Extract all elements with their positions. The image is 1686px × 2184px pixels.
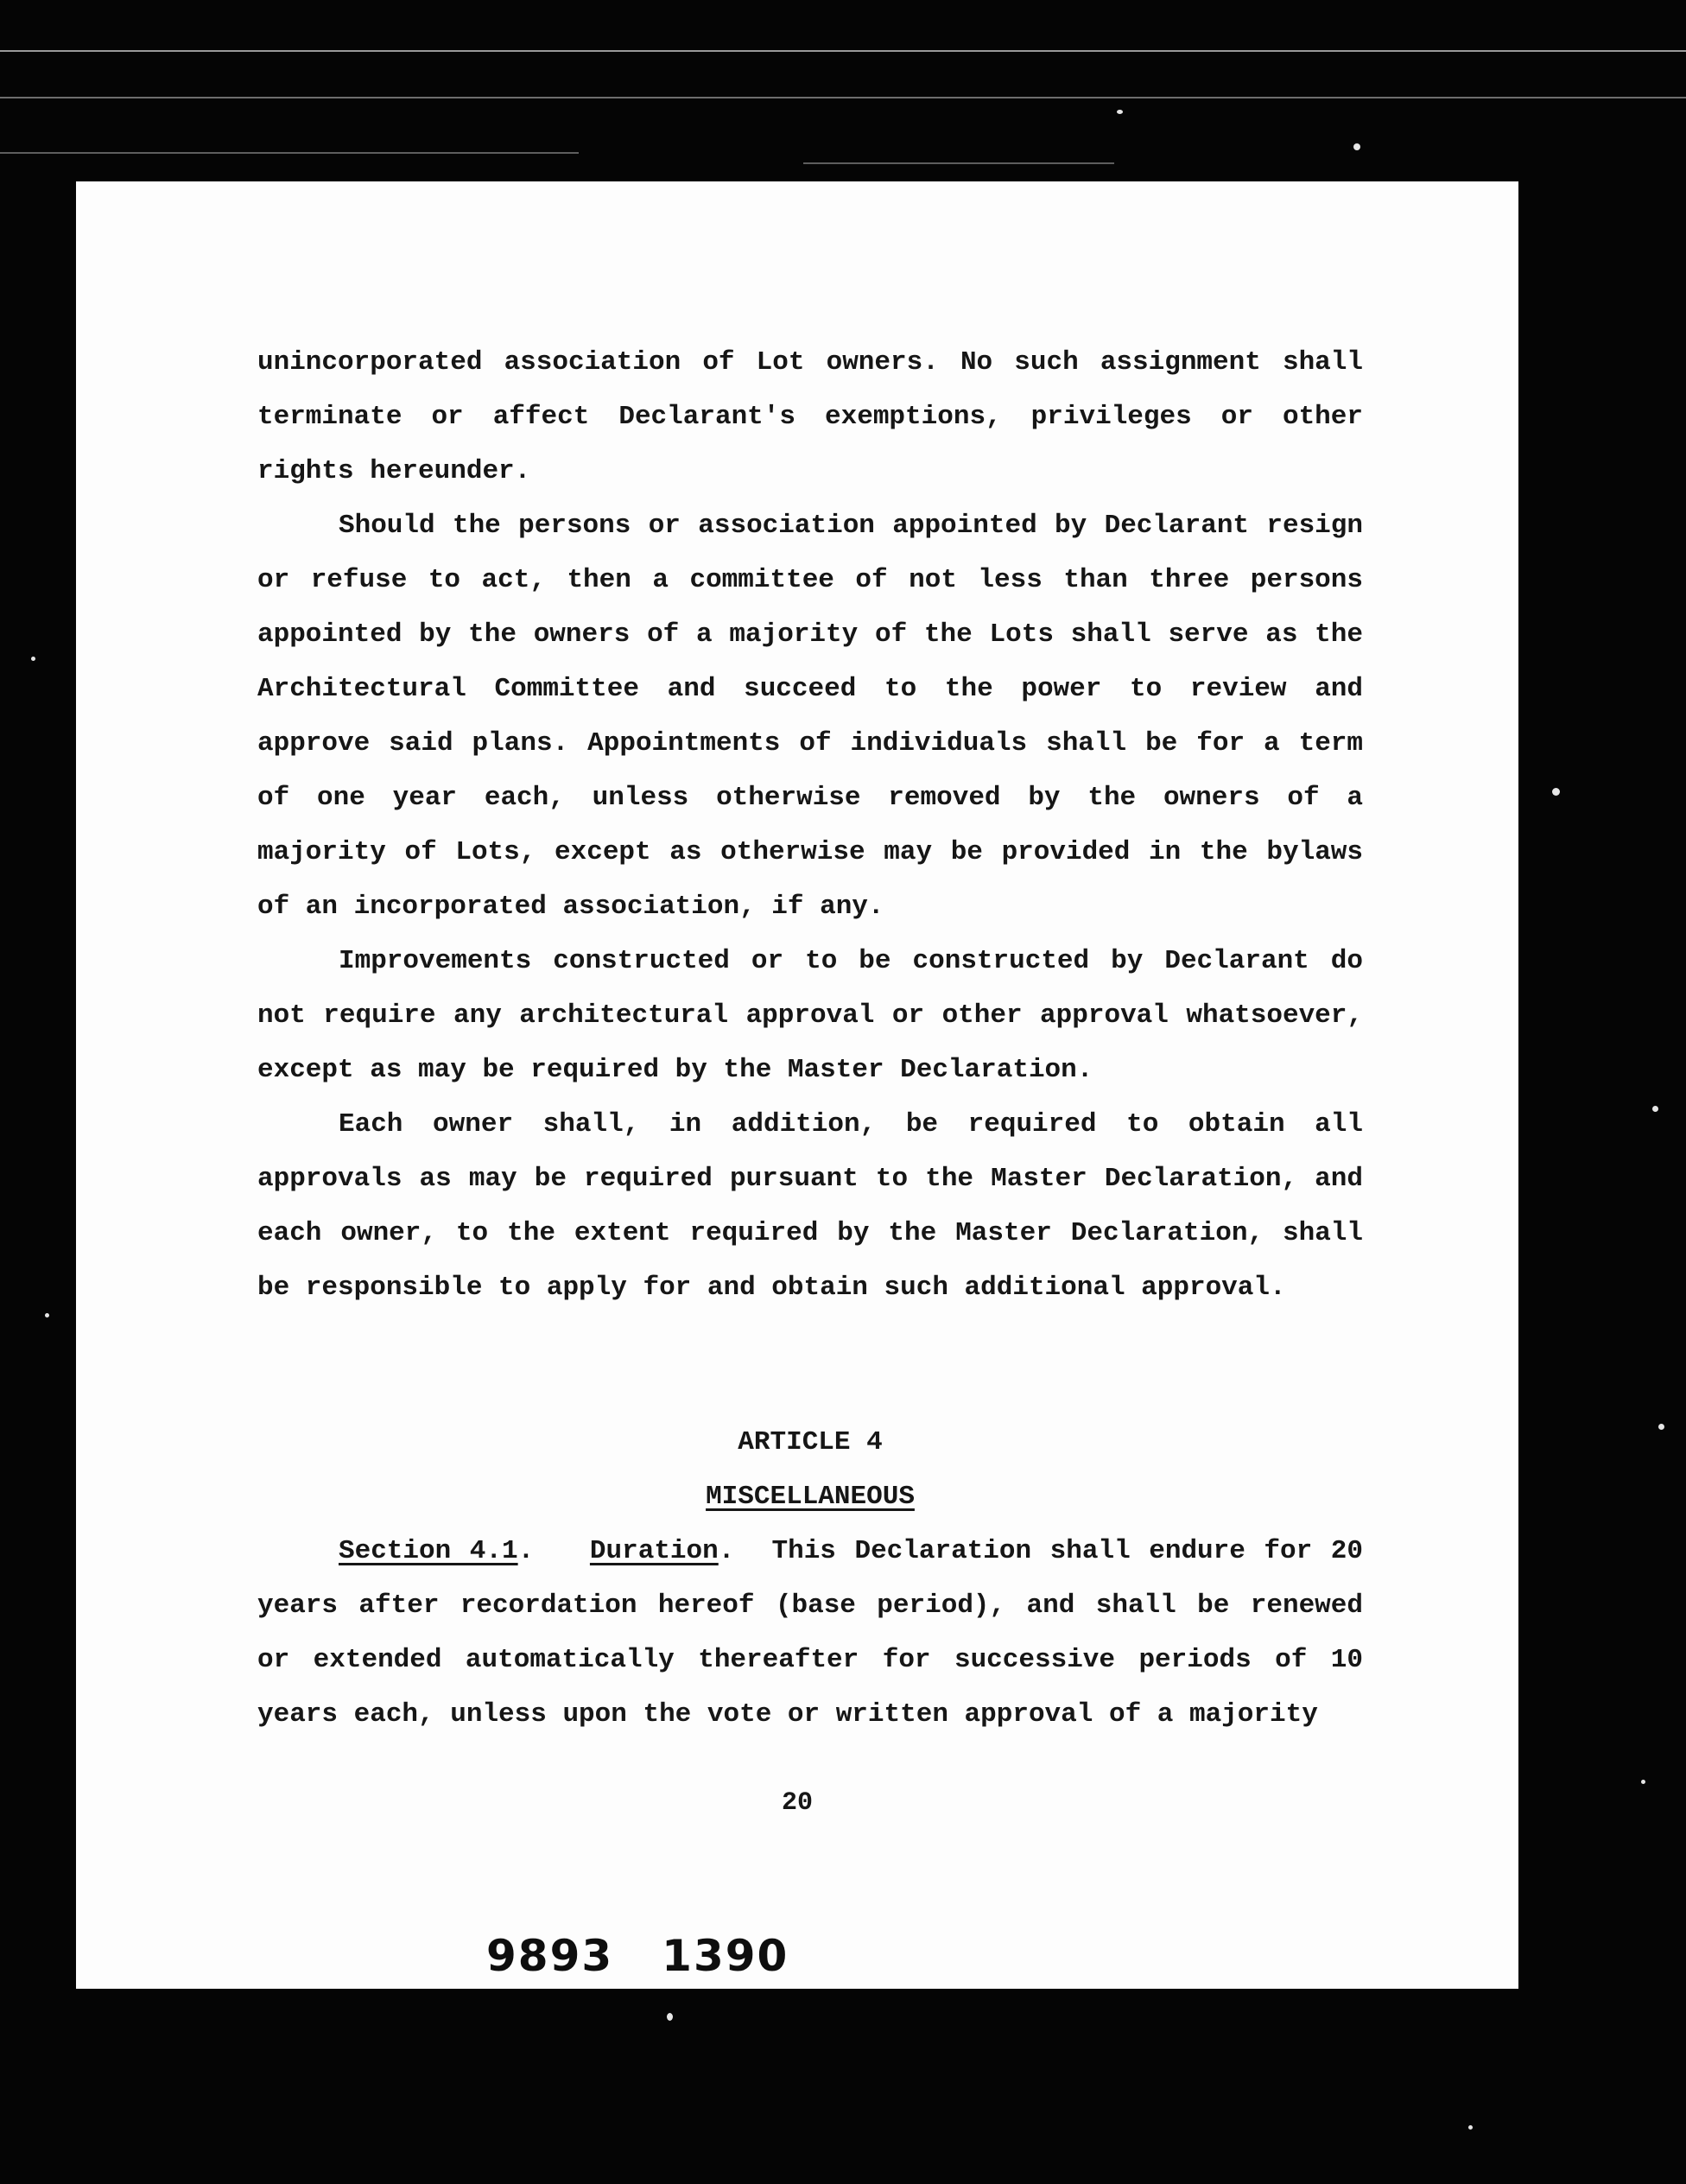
article-heading: ARTICLE 4 [738,1427,883,1457]
scan-speck [31,657,35,661]
article-title: MISCELLANEOUS [706,1482,915,1512]
section-text: This Declaration shall endure for 20 years after recordation hereof (base period), and shall be renewed or extended automatically thereafter for successive periods of 10 years each, unless upon the vote or written approval of a majority [257,1536,1364,1730]
document-code [486,1931,789,1981]
page-number: 20 [781,1788,813,1818]
document-code-part-1: 9893 [486,1931,614,1981]
section-number: Section 4.1 [339,1536,518,1566]
paragraph-1: unincorporated association of Lot owners. No such assignment shall terminate or affect Declarant's exemptions, privileges or other rights hereunder. [257,347,1363,486]
scan-speck [1652,1106,1658,1112]
article-block [257,1415,1363,1742]
scan-speck [1641,1780,1645,1784]
scan-speck [1117,110,1123,114]
body-text [257,335,1363,1315]
scan-speck [45,1313,49,1317]
paragraph-2: Should the persons or association appointed by Declarant resign or refuse to act, then a committee of not less than three persons appointed by the owners of a majority of the Lots shall serve as the Architectural Committee and succeed to the power to review and approve said plans. Appointments of individuals shall be for a term of one year each, unless otherwise removed by the owners of a majority of Lots, except as otherwise may be provided in the bylaws of an incorporated association, if any. [257,511,1363,922]
scan-artifact-line [0,152,579,154]
scan-speck [667,2013,673,2021]
section-title: Duration [589,1536,719,1566]
article-title-line [257,1470,1363,1524]
scan-speck [1353,143,1360,150]
paragraph-3: Improvements constructed or to be constructed by Declarant do not require any architectural approval or other approval whatsoever, except as may be required by the Master Declaration. [257,946,1363,1085]
scan-artifact-line [0,97,1686,98]
scan-speck [1658,1424,1664,1430]
scan-speck [1552,788,1560,796]
scan-speck [1468,2125,1473,2130]
section-4-1-paragraph: Section 4.1. Duration. This Declaration shall endure for 20 years after recordation hereof (base period), and shall be renewed or extended automatically thereafter for successive periods of 10 years each, unless upon the vote or written approval of a majority [257,1536,1364,1730]
scan-artifact-line [0,50,1686,52]
scan-artifact-line [803,162,1114,164]
document-code-part-2: 1390 [662,1931,789,1981]
document-page [76,181,1518,1989]
paragraph-4: Each owner shall, in addition, be required to obtain all approvals as may be required pursuant to the Master Declaration, and each owner, to the extent required by the Master Declaration, shall be responsible to apply for and obtain such additional approval. [257,1109,1363,1303]
